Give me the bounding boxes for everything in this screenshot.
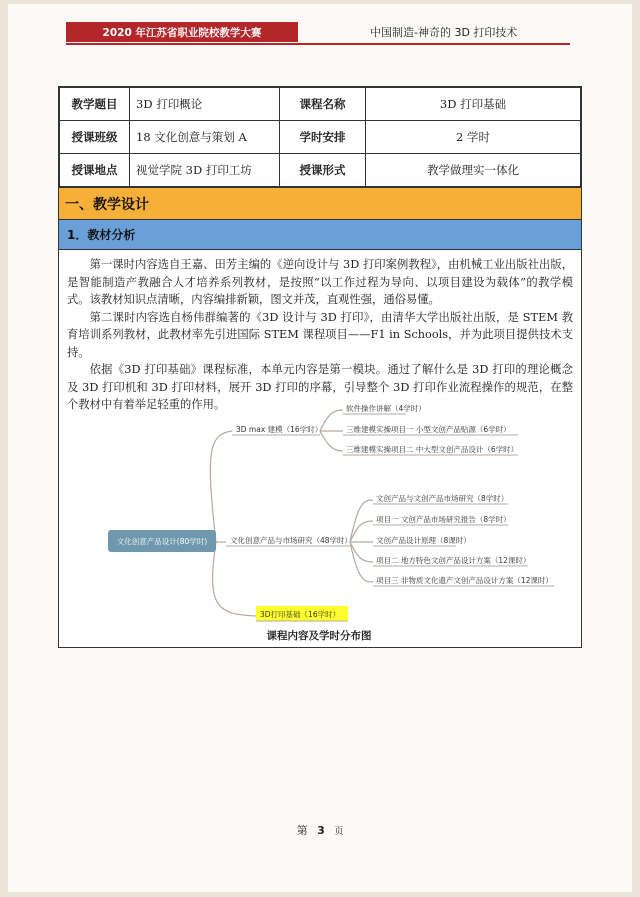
page-number-suffix: 页 xyxy=(334,827,344,837)
mindmap-leaf: 项目一 文创产品市场研究报告（8学时） xyxy=(376,515,511,524)
value-location: 视觉学院 3D 打印工坊 xyxy=(130,154,280,187)
analysis-text xyxy=(59,250,581,414)
mindmap-leaf: 文创产品设计原理（8课时） xyxy=(376,536,471,545)
mindmap-leaf: 软件操作讲解（4学时） xyxy=(346,404,426,413)
mindmap-leaf: 三维建模实操项目二 中大型文创产品设计（6学时） xyxy=(346,445,519,454)
table-row xyxy=(60,154,581,187)
label-class: 授课班级 xyxy=(60,121,130,154)
value-hours: 2 学时 xyxy=(366,121,581,154)
mindmap-leaf: 文创产品与文创产品市场研究（8学时） xyxy=(376,494,509,503)
course-mindmap xyxy=(88,394,556,626)
table-row xyxy=(60,88,581,121)
mindmap-leaf: 项目二 地方特色文创产品设计方案（12课时） xyxy=(376,556,531,565)
paragraph-2: 第二课时内容选自杨伟群编著的《3D 设计与 3D 打印》，由清华大学出版社出版，是 STEM 教育培训系列教材，此教材率先引进国际 STEM 课程项目——F1 in Schools，并为此项目提供技术支持。 xyxy=(67,310,573,359)
header-course-title: 中国制造-神奇的 3D 打印技术 xyxy=(370,26,518,39)
label-location: 授课地点 xyxy=(60,154,130,187)
page-number-prefix: 第 xyxy=(296,824,308,837)
mindmap-branch-3d-printing: 3D打印基础（16学时） xyxy=(260,610,341,619)
paragraph-3: 依据《3D 打印基础》课程标准，本单元内容是第一模块。通过了解什么是 3D 打印的理论概念及 3D 打印机和 3D 打印材料，展开 3D 打印的序幕，引导整个 3D 打印作业流程操作的规范，在整个教材中有着举足轻重的作用。 xyxy=(67,363,573,411)
section-heading-teaching-design: 一、教学设计 xyxy=(59,187,581,220)
value-course: 3D 打印基础 xyxy=(366,88,581,121)
label-course: 课程名称 xyxy=(280,88,366,121)
label-format: 授课形式 xyxy=(280,154,366,187)
header-rule xyxy=(66,43,570,45)
value-class: 18 文化创意与策划 A xyxy=(130,121,280,154)
mindmap-root-label: 文化创意产品设计(80学时) xyxy=(116,537,208,546)
mindmap-branch-market-research: 文化创意产品与市场研究（48学时） xyxy=(230,536,353,545)
paragraph-1: 第一课时内容选自王嘉、田芳主编的《逆向设计与 3D 打印案例教程》，由机械工业出版社出版，是智能制造产教融合人才培养系列教材，是按照“以工作过程为导向、以项目建设为载体”的教学模式。该教材知识点清晰，内容编排新颖，图文并茂，直观性强，通俗易懂。 xyxy=(67,258,573,306)
table-row xyxy=(60,121,581,154)
info-table xyxy=(59,87,581,187)
mindmap-leaf: 三维建模实操项目一 小型文创产品贴源（6学时） xyxy=(346,425,511,434)
mindmap-branch-3dmax: 3D max 建模（16学时） xyxy=(236,425,323,434)
page-number xyxy=(0,822,640,838)
value-topic: 3D 打印概论 xyxy=(130,88,280,121)
mindmap-connectors xyxy=(210,410,373,616)
subsection-heading-textbook-analysis: 1．教材分析 xyxy=(59,220,581,250)
figure-caption: 课程内容及学时分布图 xyxy=(266,630,372,642)
header-contest-title: 2020 年江苏省职业院校教学大赛 xyxy=(66,22,298,42)
label-hours: 学时安排 xyxy=(280,121,366,154)
value-format: 教学做理实一体化 xyxy=(366,154,581,187)
label-topic: 教学题目 xyxy=(60,88,130,121)
page-number-value: 3 xyxy=(317,824,325,837)
mindmap-leaf: 项目三 非物质文化遗产文创产品设计方案（12课时） xyxy=(376,576,553,585)
